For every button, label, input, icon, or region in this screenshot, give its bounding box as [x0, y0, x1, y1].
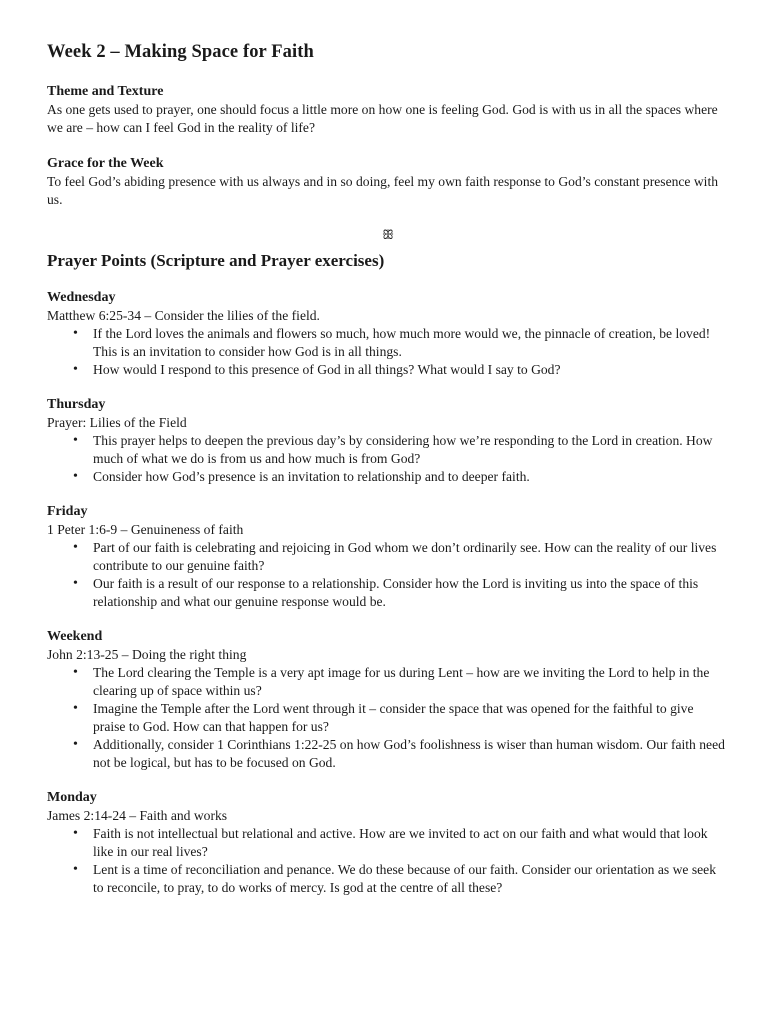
list-item: • This prayer helps to deepen the previous day’s by considering how we’re responding to the Lord in creation. How much of what we do is from us and how much is from God?: [93, 432, 728, 468]
grace-text: To feel God’s abiding presence with us always and in so doing, feel my own faith response to God’s constant presence with us.: [47, 174, 719, 207]
list-item: • The Lord clearing the Temple is a very apt image for us during Lent – how are we inviting the Lord to help in the clearing up of space within us?: [93, 664, 728, 700]
day-wednesday: [47, 289, 728, 379]
scripture-reference: James 2:14-24 – Faith and works: [47, 808, 228, 823]
list-item: • How would I respond to this presence of God in all things? What would I say to God?: [93, 361, 728, 379]
day-friday: [47, 503, 728, 611]
scripture-reference: Matthew 6:25-34 – Consider the lilies of the field.: [47, 308, 320, 323]
grace-section: [47, 155, 728, 209]
bullet-list: [47, 825, 728, 897]
day-label: Friday: [47, 504, 88, 519]
bullet-list: [47, 325, 728, 379]
scripture-reference: 1 Peter 1:6-9 – Genuineness of faith: [47, 522, 244, 537]
document-title: Week 2 – Making Space for Faith: [47, 42, 314, 62]
day-label: Wednesday: [47, 290, 116, 305]
ornament-divider: ꕥ: [381, 227, 394, 242]
list-item: • Lent is a time of reconciliation and penance. We do these because of our faith. Consider our orientation as we seek to reconcile, to pray, to do works of mercy. Is god at the centre of all these?: [93, 861, 728, 897]
list-item: • If the Lord loves the animals and flowers so much, how much more would we, the pinnacle of creation, be loved! This is an invitation to consider how God is in all things.: [93, 325, 728, 361]
list-item: • Our faith is a result of our response to a relationship. Consider how the Lord is inviting us into the space of this relationship and what our genuine response would be.: [93, 575, 728, 611]
day-label: Thursday: [47, 397, 106, 412]
list-item: • Part of our faith is celebrating and rejoicing in God whom we don’t ordinarily see. How can the reality of our lives contribute to our genuine faith?: [93, 539, 728, 575]
day-label: Monday: [47, 790, 97, 805]
bullet-list: [47, 539, 728, 611]
scripture-reference: John 2:13-25 – Doing the right thing: [47, 647, 247, 662]
theme-heading: Theme and Texture: [47, 84, 164, 99]
list-item: • Additionally, consider 1 Corinthians 1:22-25 on how God’s foolishness is wiser than human wisdom. Our faith need not be logical, but has to be focused on God.: [93, 736, 728, 772]
day-weekend: [47, 628, 728, 772]
list-item: • Consider how God’s presence is an invitation to relationship and to deeper faith.: [93, 468, 728, 486]
theme-section: [47, 83, 728, 137]
prayer-points-heading: Prayer Points (Scripture and Prayer exercises): [47, 251, 385, 270]
bullet-list: [47, 664, 728, 772]
day-label: Weekend: [47, 629, 103, 644]
list-item: • Imagine the Temple after the Lord went through it – consider the space that was opened for the faithful to give praise to God. How can that happen for us?: [93, 700, 728, 736]
theme-text: As one gets used to prayer, one should focus a little more on how one is feeling God. God is with us in all the spaces where we are – how can I feel God in the reality of life?: [47, 102, 718, 135]
day-monday: [47, 789, 728, 897]
bullet-list: [47, 432, 728, 486]
day-thursday: [47, 396, 728, 486]
grace-heading: Grace for the Week: [47, 156, 164, 171]
scripture-reference: Prayer: Lilies of the Field: [47, 415, 187, 430]
list-item: • Faith is not intellectual but relational and active. How are we invited to act on our faith and what would that look like in our real lives?: [93, 825, 728, 861]
